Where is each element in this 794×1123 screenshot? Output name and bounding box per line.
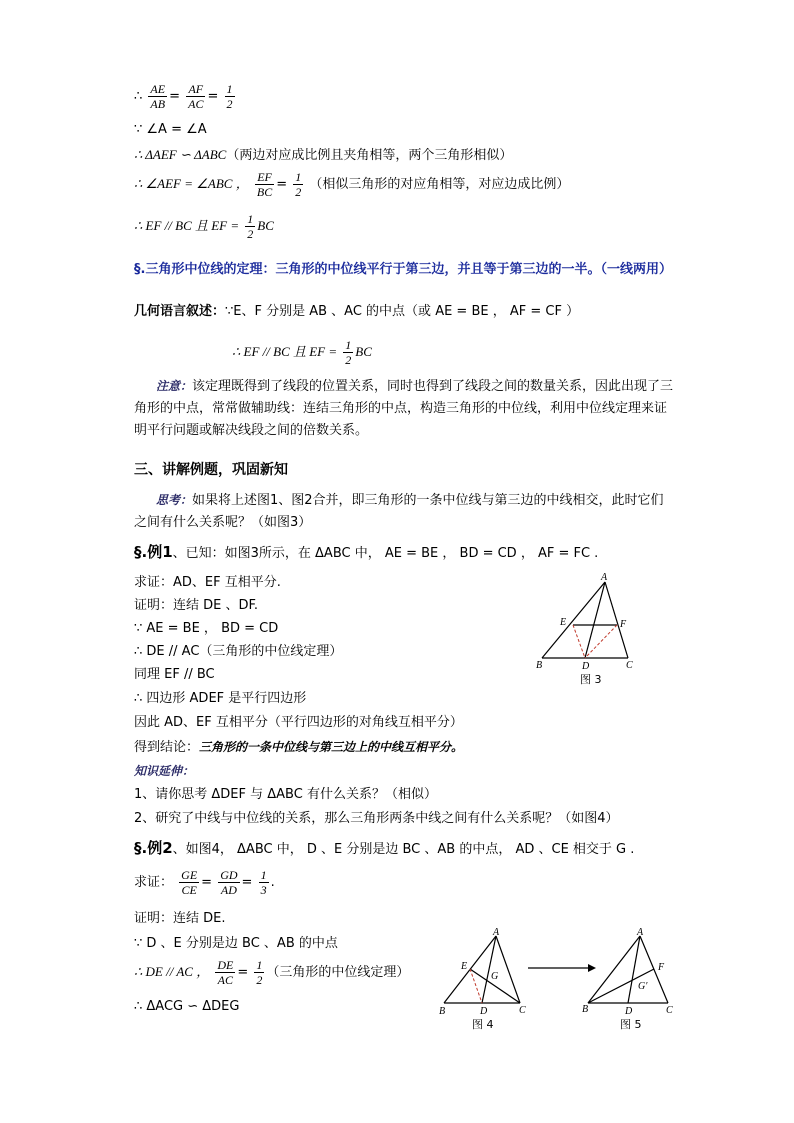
label-g-prime: G′ bbox=[638, 981, 648, 992]
geometric-language-given: 几何语言叙述：∵E、F 分别是 AB 、AC 的中点（或 AE = BE ， AF = CF ） bbox=[134, 304, 580, 319]
fraction-gd-ad: $\frac{GD}{AD}$ bbox=[220, 868, 238, 897]
similar-line: ∴ ΔAEF ∽ ΔABC（两边对应成比例且夹角相等，两个三角形相似） bbox=[134, 147, 513, 163]
fraction-ae-ab: $\frac{AE}{AB}$ bbox=[150, 82, 166, 111]
theorem-statement: §.三角形中位线的定理：三角形的中位线平行于第三边，并且等于第三边的一半。（一线两用） bbox=[134, 262, 672, 277]
label-a: A bbox=[601, 572, 608, 583]
example2-proof-step4: ∴ ΔACG ∽ ΔDEG bbox=[134, 999, 240, 1014]
example1-proof-step2: ∵ AE = BE ， BD = CD bbox=[134, 621, 279, 636]
median-ad bbox=[628, 936, 640, 1003]
label-b: B bbox=[582, 1004, 589, 1015]
example2-proof-step1: 证明：连结 DE. bbox=[134, 911, 226, 926]
figure-5-caption: 图 5 bbox=[620, 1018, 642, 1031]
figure-4-diagram bbox=[436, 928, 546, 1038]
label-g: G bbox=[491, 971, 499, 982]
label-b: B bbox=[439, 1006, 446, 1017]
fraction-de-ac: $\frac{DE}{AC}$ bbox=[217, 958, 234, 987]
label-e: E bbox=[461, 961, 468, 972]
median-ad bbox=[482, 936, 499, 1003]
example1-proof-step4: 同理 EF // BC bbox=[134, 667, 215, 682]
label-d: D bbox=[582, 661, 590, 672]
fraction-af-ac: $\frac{AF}{AC}$ bbox=[188, 82, 204, 111]
example1-proof-step5: ∴ 四边形 ADEF 是平行四边形 bbox=[134, 691, 307, 706]
label-c: C bbox=[519, 1005, 526, 1016]
example1-proof-step6: 因此 AD、EF 互相平分（平行四边形的对角线互相平分） bbox=[134, 715, 463, 730]
segment-de bbox=[470, 969, 482, 1003]
figure-3-caption: 图 3 bbox=[580, 673, 602, 686]
example1-proof-step1: 证明：连结 DE 、DF. bbox=[134, 598, 259, 613]
fraction-third: $\frac{1}{3}$ bbox=[260, 868, 267, 897]
note-paragraph: 注意：该定理既得到了线段的位置关系，同时也得到了线段之间的数量关系，因此出现了三角形的中点，常常做辅助线：连结三角形的中点，构造三角形的中位线，利用中位线定理来证明平行问题或解决线段之间的倍数关系。 bbox=[134, 379, 674, 438]
fraction-half-2: $\frac{1}{2}$ bbox=[295, 170, 302, 199]
extension-question-1: 1、请你思考 ΔDEF 与 ΔABC 有什么关系？（相似） bbox=[134, 787, 437, 802]
example1-prove: 求证：AD、EF 互相平分. bbox=[134, 575, 281, 590]
figure-4-caption: 图 4 bbox=[472, 1018, 494, 1031]
angle-equal-line: ∵ ∠A = ∠A bbox=[134, 122, 207, 137]
segment-de bbox=[573, 625, 585, 658]
label-a: A bbox=[493, 928, 500, 938]
label-c: C bbox=[626, 660, 633, 671]
example1-given: §.例1、已知：如图3所示，在 ΔABC 中， AE = BE ， BD = CD ， AF = FC . bbox=[134, 543, 599, 561]
fraction-ef-bc: $\frac{EF}{BC}$ bbox=[256, 170, 273, 199]
example2-proof-step3: ∴ DE // AC ， $\frac{DE}{AC}$ = $\frac{1}{2}$ （三角形的中位线定理） bbox=[134, 958, 410, 987]
section-heading: 三、讲解例题，巩固新知 bbox=[134, 462, 288, 478]
figure-5-diagram bbox=[578, 928, 688, 1038]
label-d: D bbox=[480, 1006, 488, 1017]
extension-label: 知识延伸： bbox=[134, 764, 195, 778]
side-ac bbox=[496, 936, 520, 1003]
example1-conclusion: 得到结论：三角形的一条中位线与第三边上的中线互相平分。 bbox=[134, 740, 464, 755]
label-b: B bbox=[536, 660, 543, 671]
label-a: A bbox=[637, 928, 644, 938]
example2-proof-step2: ∵ D 、E 分别是边 BC 、AB 的中点 bbox=[134, 936, 338, 951]
fraction-half-4: $\frac{1}{2}$ bbox=[345, 338, 352, 367]
fraction-half-5: $\frac{1}{2}$ bbox=[256, 958, 263, 987]
geometric-language-conclusion: ∴ EF // BC 且 EF = $\frac{1}{2}$ BC bbox=[232, 338, 372, 367]
corresponding-angle-line: ∴ ∠AEF = ∠ABC ， $\frac{EF}{BC}$ = $\frac{1}{2}$ （相似三角形的对应角相等，对应边成比例） bbox=[134, 170, 570, 199]
label-f: F bbox=[658, 962, 665, 973]
think-paragraph: 思考：如果将上述图1、图2合并，即三角形的一条中位线与第三边的中线相交，此时它们之间有什么关系呢？（如图3） bbox=[134, 493, 664, 530]
label-e: E bbox=[560, 617, 567, 628]
label-d: D bbox=[625, 1006, 633, 1017]
side-ab bbox=[588, 936, 640, 1003]
example2-prove: 求证： $\frac{GE}{CE}$ = $\frac{GD}{AD}$ = $\frac{1}{3}$ . bbox=[134, 868, 275, 897]
example2-given: §.例2、如图4， ΔABC 中， D 、E 分别是边 BC 、AB 的中点， AD 、CE 相交于 G . bbox=[134, 839, 635, 857]
label-f: F bbox=[620, 619, 627, 630]
fraction-half-3: $\frac{1}{2}$ bbox=[247, 212, 254, 241]
parallel-conclusion-line: ∴ EF // BC 且 EF = $\frac{1}{2}$ BC bbox=[134, 212, 274, 241]
extension-question-2: 2、研究了中线与中位线的关系，那么三角形两条中线之间有什么关系呢？（如图4） bbox=[134, 811, 619, 826]
figure-3-diagram bbox=[530, 570, 650, 690]
fraction-ge-ce: $\frac{GE}{CE}$ bbox=[181, 868, 198, 897]
fraction-half: $\frac{1}{2}$ bbox=[226, 82, 233, 111]
label-c: C bbox=[666, 1005, 673, 1016]
example1-proof-step3: ∴ DE // AC（三角形的中位线定理） bbox=[134, 644, 343, 659]
ratio-line: ∴ $\frac{AE}{AB}$ = $\frac{AF}{AC}$ = $\frac{1}{2}$ bbox=[134, 82, 233, 111]
